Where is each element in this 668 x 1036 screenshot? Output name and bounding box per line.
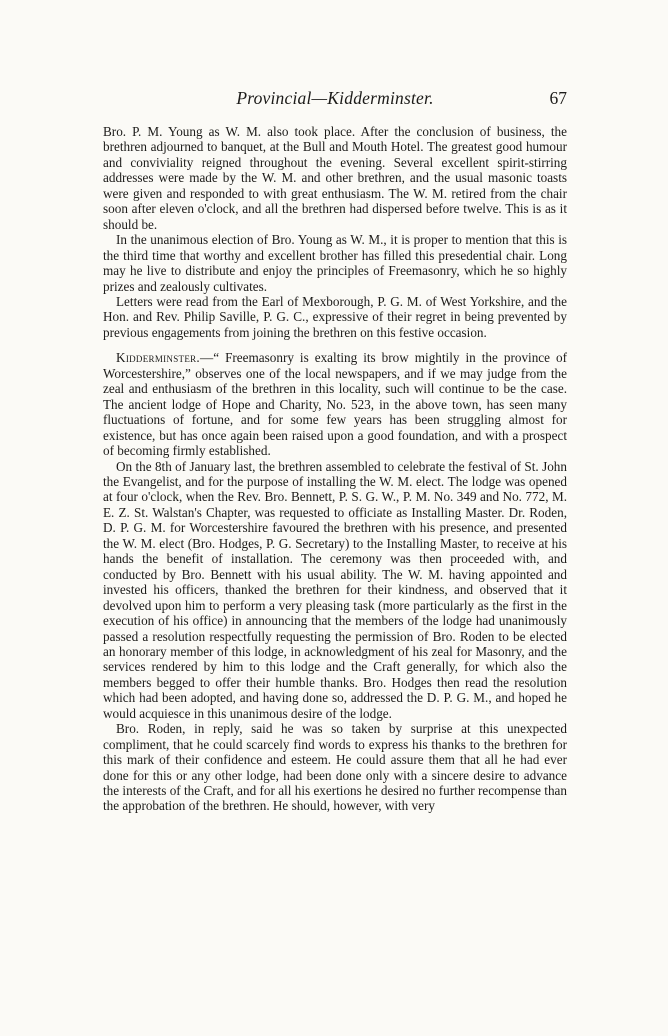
page-number: 67 bbox=[549, 88, 567, 108]
paragraph-4-text: —“ Freemasonry is exalting its brow mightily in the province of Worcestershire,” observes one of the local newspapers, and if we may judge from the zeal and enthusiasm of the brethren in this locality, such will continue to be the case. The ancient lodge of Hope and Charity, No. 523, in the above town, has seen many fluctuations of fortune, and for some few years has been struggling almost for existence, but has once again been raised upon a good foundation, and with a prospect of becoming firmly established. bbox=[103, 350, 567, 459]
paragraph-2 bbox=[103, 232, 567, 294]
paragraph-3-text: Letters were read from the Earl of Mexborough, P. G. M. of West Yorkshire, and the Hon. and Rev. Philip Saville, P. G. C., expressive of their regret in being prevented by previous engagements from joining the brethren on this festive occasion. bbox=[103, 293, 567, 340]
paragraph-1-text: Bro. P. M. Young as W. M. also took place. After the conclusion of business, the brethren adjourned to banquet, at the Bull and Mouth Hotel. The greatest good humour and conviviality reigned throughout the evening. Several excellent spirit-stirring addresses were made by the W. M. and other brethren, and the usual masonic toasts were given and responded to with great enthusiasm. The W. M. retired from the chair soon after eleven o'clock, and all the brethren had dispersed before twelve. This is as it should be. bbox=[103, 124, 567, 232]
paragraph-4 bbox=[103, 350, 567, 458]
running-head bbox=[103, 88, 567, 118]
running-title: Provincial—Kidderminster. bbox=[236, 88, 434, 108]
section-heading-kidderminster: Kidderminster. bbox=[116, 350, 201, 366]
paragraph-6 bbox=[103, 721, 567, 814]
article-body bbox=[103, 124, 567, 814]
paragraph-5 bbox=[103, 459, 567, 722]
paragraph-3 bbox=[103, 294, 567, 340]
paragraph-6-text: Bro. Roden, in reply, said he was so taken by surprise at this unexpected compliment, that he could scarcely find words to express his thanks to the brethren for this mark of their confidence and esteem. He could assure them that all he had ever done for this or any other lodge, had been done only with a sincere desire to advance the interests of the Craft, and for all his exertions he desired no further recompense than the approbation of the brethren. He should, however, with very bbox=[103, 721, 567, 814]
paragraph-2-text: In the unanimous election of Bro. Young as W. M., it is proper to mention that this is the third time that worthy and excellent brother has filled this presedential chair. Long may he live to distribute and enjoy the principles of Freemasonry, which he so highly prizes and zealously cultivates. bbox=[103, 232, 567, 294]
paragraph-5-text: On the 8th of January last, the brethren assembled to celebrate the festival of St. John the Evangelist, and for the purpose of installing the W. M. elect. The lodge was opened at four o'clock, when the Rev. Bro. Bennett, P. S. G. W., P. M. No. 349 and No. 772, M. E. Z. St. Walstan's Chapter, was requested to officiate as Installing Master. Dr. Roden, D. P. G. M. for Worcestershire favoured the brethren with his presence, and presented the W. M. elect (Bro. Hodges, P. G. Secretary) to the Installing Master, to receive at his hands the benefit of installation. The ceremony was then proceeded with, and conducted by Bro. Bennett with his usual ability. The W. M. having appointed and invested his officers, thanked the brethren for their kindness, and observed that it devolved upon him to perform a very pleasing task (more particularly as the first in the execution of his office) in announcing that the members of the lodge had unanimously passed a resolution respectfully requesting the permission of Bro. Roden to be elected an honorary member of this lodge, in acknowledgment of his zeal for Masonry, and the services rendered by him to this lodge and the Craft generally, for which also the members begged to offer their humble thanks. Bro. Hodges then read the resolution which had been adopted, and having done so, addressed the D. P. G. M., and hoped he would acquiesce in this unanimous desire of the lodge. bbox=[103, 458, 567, 721]
printed-page bbox=[103, 88, 567, 814]
paragraph-1 bbox=[103, 124, 567, 232]
